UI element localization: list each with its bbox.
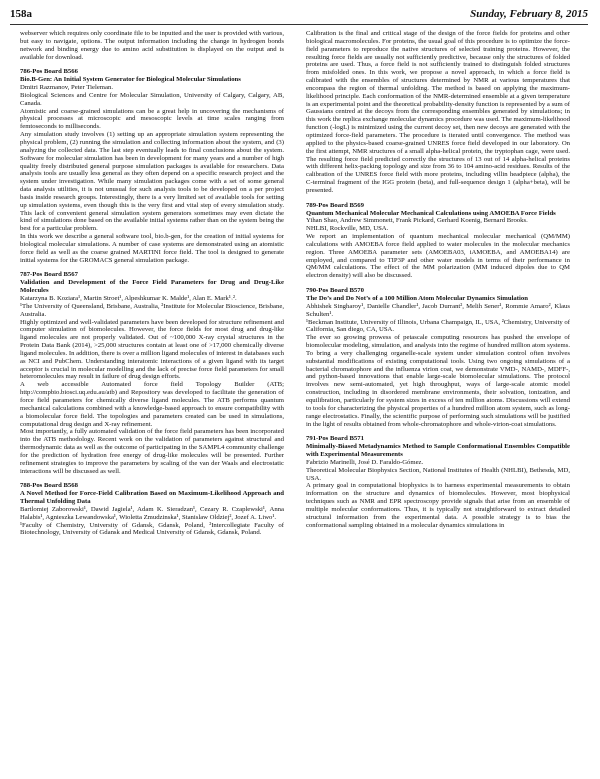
abstract-title: Quantum Mechanical Molecular Mechanical Calculations using AMOEBA Force Fields: [306, 209, 556, 217]
abstract-board-label: 791-Pos Board B571: [306, 435, 364, 443]
abstract-affiliation: ¹The University of Queensland, Brisbane, Australia, ²Institute for Molecular Bioscience, Brisbane, Australia.: [20, 302, 284, 318]
abstract-board-label: 789-Pos Board B569: [306, 201, 364, 209]
page-header: [10, 4, 588, 25]
abstract-board-label: 787-Pos Board B567: [20, 271, 78, 279]
abstract-paragraph: A primary goal in computational biophysics is to harness experimental measurements to obtain information on the structure and dynamics of biomolecules. However, most biophysical techniques such as NMR and EPR spectroscopy provide signals that arise from an ensemble of multiple molecular conformations. Thus, it is typically not straightforward to extract detailed structural information from the experimental data. A possible strategy is to bias the conformational sampling obtained in a molecular dynamics simulations in: [306, 482, 570, 529]
abstract-paragraph: Any simulation study involves (1) setting up an appropriate simulation system representing the physical problem, (2) running the simulation and collecting information about the system, and (3) analyzing the collected data. The last step eventually leads to final conclusions about the system. Software for molecular simulation has been in development for many years and a number of high quality freely distributed general purpose simulation packages is available for researchers. Data analysis tools are usually less general as they often depend on a specific research project and the system under investigation. While many simulation packages come with a set of some general data analysis utilities, it is not unusual for such analysis tools to be developed on a per project basis inside research groups. Interestingly, there is a very limited set of available tools for setting up simulation systems, even though this is the very first and vital step of every simulation study. This lack of convenient general simulation system generators sometimes may even dictate the kind of simulations done based on the available initial systems rather than on the system being the best for a particular problem.: [20, 131, 284, 233]
abstract-authors: Abhishek Singharoy¹, Danielle Chandler¹, Jacob Durrant², Melih Sener¹, Rommie Amaro², Klaus Schulten¹.: [306, 302, 570, 318]
abstract-authors: Fabrizio Marinelli, José D. Faraldo-Gómez.: [306, 458, 424, 466]
abstract-authors: Bartlomiej Zaborowski¹, Dawid Jagiela¹, Adam K. Sieradzan¹, Cezary R. Czaplewski¹, Anna Halabis¹, Agnieszka Lewandowska¹, Wioletta Zmudzinska¹, Stanislaw Oldziej², Jozef A. Liwo¹.: [20, 505, 284, 521]
abstract-affiliation: Biological Sciences and Centre for Molecular Simulation, University of Calgary, Calgary, AB, Canada.: [20, 91, 284, 107]
abstract-authors: Yihan Shao, Andrew Simmonett, Frank Pickard, Gerhard Koenig, Bernard Brooks.: [306, 217, 528, 225]
abstract-title: Minimally-Biased Metadynamics Method to Sample Conformational Ensembles Compatible with Experimental Measurements: [306, 443, 570, 459]
abstract-paragraph: We report an implementation of quantum mechanical molecular mechanical (QM/MM) calculations with AMOEBA force field applied to water molecules in the molecular mechanics region. Three AMOEBA parameter sets (AMOEBA03, iAMOEBA, and AMOEBA14) are employed, and compared to TIP3P and other water models in terms of their performance in QM/MM calculations. The effect of the MM polarization (MM induced dipoles due to QM electron density) will also be discussed.: [306, 233, 570, 280]
abstract-affiliation: ¹Beckman Institute, University of Illinois, Urbana Champaign, IL, USA, ²Chemistry, University of California, San diego, CA, USA.: [306, 318, 570, 334]
abstract-789: [306, 202, 570, 280]
abstract-paragraph: A web accessible Automated force field Topology Builder (ATB; http://compbio.biosci.uq.edu.au/atb) and Repository was developed to facilitate the generation of force field parameters for chemically diverse ligand molecules. The ATB performs quantum mechanical calculations combined with a knowledge-based approach to ensure compatibility with a biomolecular force field. The topologies and parameters created can be used in simulations, computational drug design and X-ray refinement.: [20, 381, 284, 428]
left-column: [20, 30, 284, 774]
abstract-board-label: 790-Pos Board B570: [306, 287, 364, 295]
abstract-paragraph: The ever so growing prowess of petascale computing resources has pushed the envelope of biomolecular modeling, simulation, and analysis into the regime of hundred million atom systems. To bring a very challenging organelle-scale system under simulation control often involves substantial modifications of existing computational tools. Using two ongoing simulations of a bacterial chromatophore and the influenza virion coat, we demonstrate VMD-, NAMD-, MDFF-, and python-based innovations that enable large-scale biomolecular simulations. The protocol involves new semi-automated, yet high throughput, ways of large-scale atomic model construction, including in disordered membrane environments, their solvation, ionization, and equilibration, particularly for system sizes in excess of ten million atoms. Discussions will extend to tools for characterizing the physical properties of a hundred million atom system, such as long-range electrostatics. Finally, the scientific purpose of performing such simulations will be justified in the light of results obtained from whole-chromatophore and whole-virion-coat simulations.: [306, 334, 570, 428]
abstract-affiliation: ¹Faculty of Chemistry, University of Gdansk, Gdansk, Poland, ²Intercollegiate Faculty of Biotechnology, University of Gdansk and Medical University of Gdansk, Gdansk, Poland.: [20, 521, 284, 537]
abstract-title: The Do’s and Do Not’s of a 100 Million Atom Molecular Dynamics Simulation: [306, 295, 528, 302]
right-column: [306, 30, 570, 774]
continuation-paragraph: Calibration is the final and critical stage of the design of the force fields for proteins and other biological macromolecules. For proteins, the usual goal of this procedure is to optimize the force-field parameters to reproduce the native structures of selected training proteins. However, the resulting force fields are usually not sufficiently predictive, because only the structures of folded proteins are used. Thus, a force field is not sufficiently trained to distinguish folded structures from misfolded ones. In this work, we propose a novel approach, in which a force field is calibrated with the ensembles of structures determined by NMR at various temperatures that encompass the region of thermal unfolding. The method is based on applying the maximum-likelihood principle. Each conformation of the NMR-determined ensemble at a given temperature is an experimental point and the theoretical probability-density function is represented by a sum of Gaussians centred at the decoys from the corresponding ensembles generated by simulations; in this work the replica exchange molecular dynamics procedure was used. The maximum-likelihood function (-logL) is minimized using the current decoy set, then new decoys are generated with the optimized force-field parameters. The procedure is iterated until convergence. The method was applied to the physics-based coarse-grained UNRES force field developed in our laboratory. On the first attempt, NMR structures of a small alpha-helical protein, the tryptophan cage, were used. The resulting force field predicted correctly the structures of 13 out of 14 alpha-helical proteins with different helix-packing topology and size from 36 to 104 amino-acid residues. Results of the calibration of the UNRES force field with more proteins, including villin headpiece (alpha), the C-terminal fragment of the IGG protein (beta), and full-sequence design 1 (alpha+beta), will be presented.: [306, 30, 570, 194]
header-date: Sunday, February 8, 2015: [470, 8, 588, 20]
abstract-786: [20, 68, 284, 264]
page-number: 158a: [10, 8, 32, 20]
abstract-790: [306, 287, 570, 428]
abstract-title: Validation and Development of the Force Field Parameters for Drug and Drug-Like Molecules: [20, 279, 284, 295]
abstract-788: [20, 482, 284, 537]
abstract-board-label: 788-Pos Board B568: [20, 482, 78, 490]
intro-paragraph: webserver which requires only coordinate file to be inputted and the user is provided with various, but easy to navigate, options. The output information including the change in hydrogen bonds network and binding energy due to amino acid substitution is displayed on the output and is available for download.: [20, 30, 284, 61]
abstract-title: A Novel Method for Force-Field Calibration Based on Maximum-Likelihood Approach and Thermal Unfolding Data: [20, 490, 284, 506]
abstract-paragraph: In this work we describe a general software tool, bio.b-gen, for the creation of initial systems for biological molecular simulations. A number of case systems are demonstrated using an atomistic force field as well as the coarse grained MARTINI force field. The tool is designed to generate initial systems for the GROMACS general simulation package.: [20, 233, 284, 264]
abstract-paragraph: Highly optimized and well-validated parameters have been developed for structure refinement and computer simulation of biomolecules. However, the force fields for most drug and drug-like ligand molecules are not properly validated. Out of ~100,000 X-ray crystal structures in the Protein Data Bank (2014), >25,000 structures contain at least one of >17,000 chemically diverse ligand molecules. In addition, there is over a million ligand molecules of interest in databases such as NCI and PubChem. Understanding interatomic interactions of a given ligand with its target acceptor is crucial in molecular modelling and the lack of precise force field parameters for small heteromolecules may result in failure of drug design efforts.: [20, 318, 284, 381]
abstract-authors: Katarzyna B. Koziara¹, Martin Stroet¹, Alpeshkumar K. Malde¹, Alan E. Mark¹˒².: [20, 295, 237, 302]
abstract-787: [20, 271, 284, 475]
abstract-paragraph: Atomistic and coarse-grained simulations can be a great help in uncovering the mechanisms of physical processes at microscopic and mesoscopic levels at time scales ranging from femtoseconds to milliseconds.: [20, 107, 284, 131]
abstract-affiliation: NHLBI, Rockville, MD, USA.: [306, 225, 389, 233]
abstract-title: Bio.B-Gen: An Initial System Generator for Biological Molecular Simulations: [20, 76, 241, 84]
abstract-paragraph: Most importantly, a fully automated validation of the force field parameters has been incorporated into the ATB methodology. Recent work on the validation of parameters against structural and thermodynamic data as well as the outcome of participating in the SAMPL4 community challenge for the prediction of hydration free energy of drug-like molecules will be presented. Further refinement strategies to improve the parameters by scaling of the van der Waals and electrostatic interactions will be discussed as well.: [20, 428, 284, 475]
abstract-791: [306, 435, 570, 529]
abstract-authors: Dmitri Razmanov, Peter Tieleman.: [20, 84, 113, 92]
abstract-affiliation: Theoretical Molecular Biophysics Section, National Institutes of Health (NHLBI), Bethesda, MD, USA.: [306, 466, 570, 482]
abstract-board-label: 786-Pos Board B566: [20, 68, 78, 76]
